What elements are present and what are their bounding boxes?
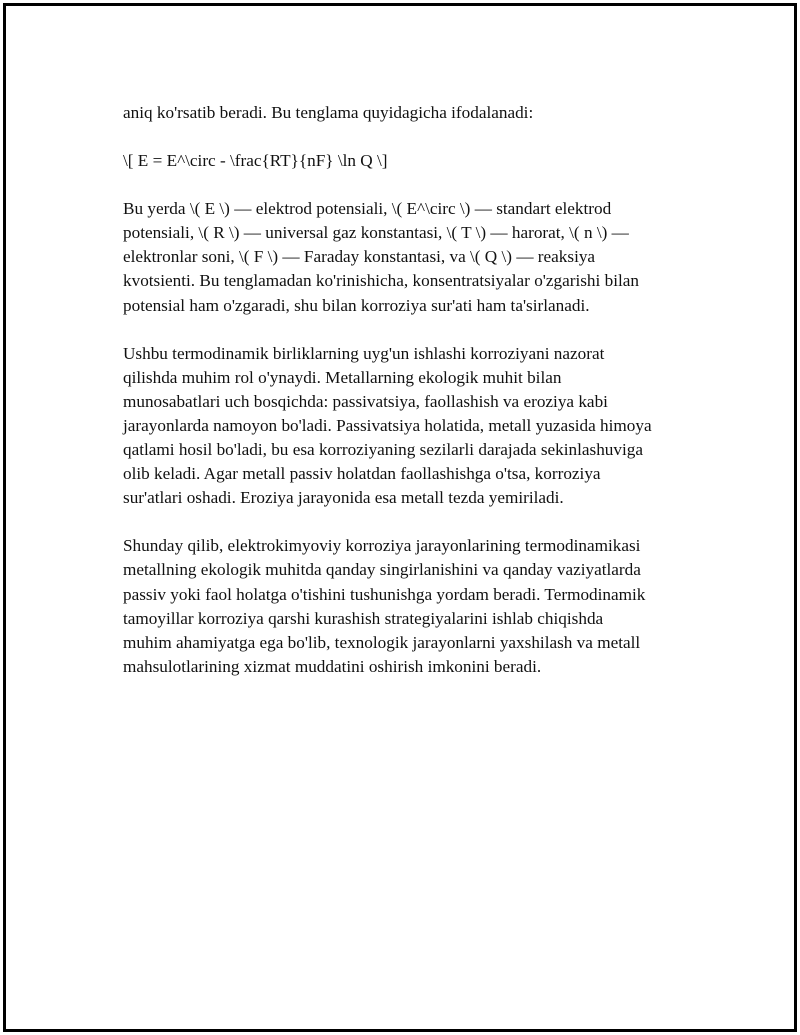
paragraph-intro: [123, 101, 703, 125]
text-line: qatlami hosil bo'ladi, bu esa korroziyaning sezilarli darajada sekinlashuviga: [123, 440, 643, 460]
text-line: muhim ahamiyatga ega bo'lib, texnologik jarayonlarni yaxshilash va metall: [123, 632, 641, 652]
text-line: sur'atlari oshadi. Eroziya jarayonida esa metall tezda yemiriladi.: [123, 488, 564, 508]
text-line: tamoyillar korroziya qarshi kurashish strategiyalarini ishlab chiqishda: [123, 608, 604, 628]
text-line: potensial ham o'zgaradi, shu bilan korroziya sur'ati ham ta'sirlanadi.: [123, 295, 590, 315]
text-line: olib keladi. Agar metall passiv holatdan faollashishga o'tsa, korroziya: [123, 464, 601, 484]
text-line: metallning ekologik muhitda qanday singirlanishini va qanday vaziyatlarda: [123, 560, 641, 580]
text-line: \[ E = E^\circ - \frac{RT}{nF} \ln Q \]: [123, 151, 388, 171]
text-line: kvotsienti. Bu tenglamadan ko'rinishicha, konsentratsiyalar o'zgarishi bilan: [123, 271, 639, 291]
text-line: elektronlar soni, \( F \) — Faraday konstantasi, va \( Q \) — reaksiya: [123, 247, 596, 267]
text-line: qilishda muhim rol o'ynaydi. Metallarning ekologik muhit bilan: [123, 367, 562, 387]
text-line: Bu yerda \( E \) — elektrod potensiali, \( E^\circ \) — standart elektrod: [123, 199, 612, 219]
text-line: aniq ko'rsatib beradi. Bu tenglama quyidagicha ifodalanadi:: [123, 103, 534, 122]
text-line: potensiali, \( R \) — universal gaz konstantasi, \( T \) — harorat, \( n \) —: [123, 223, 629, 243]
text-line: Ushbu termodinamik birliklarning uyg'un ishlashi korroziyani nazorat: [123, 343, 605, 363]
text-line: passiv yoki faol holatga o'tishini tushunishga yordam beradi. Termodinamik: [123, 584, 646, 604]
text-line: jarayonlarda namoyon bo'ladi. Passivatsiya holatida, metall yuzasida himoya: [123, 415, 652, 435]
document-body: [123, 101, 703, 703]
page-frame: [3, 3, 797, 1032]
paragraph-conclusion: [123, 534, 703, 679]
text-line: Shunday qilib, elektrokimyoviy korroziya jarayonlarining termodinamikasi: [123, 536, 641, 556]
equation-nernst: [123, 149, 703, 173]
paragraph-definitions: [123, 197, 703, 317]
text-line: mahsulotlarining xizmat muddatini oshirish imkonini beradi.: [123, 656, 542, 676]
text-line: munosabatlari uch bosqichda: passivatsiya, faollashish va eroziya kabi: [123, 391, 608, 411]
paragraph-thermodynamic-units: [123, 342, 703, 511]
